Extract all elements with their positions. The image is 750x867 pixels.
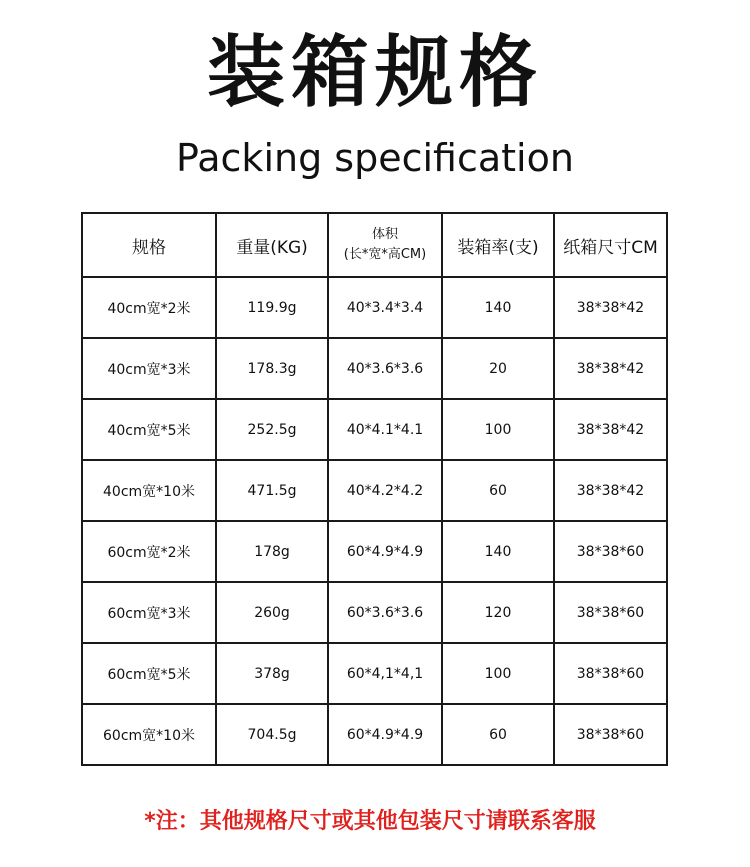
cell-spec: 40cm宽*10米: [82, 460, 216, 521]
table-row: [82, 643, 667, 704]
table-header-row: [82, 213, 667, 277]
cell-packing-rate: 140: [442, 521, 554, 582]
cell-weight: 178g: [216, 521, 328, 582]
cell-weight: 704.5g: [216, 704, 328, 765]
cell-carton-size: 38*38*42: [554, 277, 667, 338]
cell-packing-rate: 100: [442, 399, 554, 460]
cell-weight: 178.3g: [216, 338, 328, 399]
cell-packing-rate: 120: [442, 582, 554, 643]
cell-volume: 40*3.4*3.4: [328, 277, 442, 338]
cell-carton-size: 38*38*60: [554, 643, 667, 704]
cell-volume: 60*4.9*4.9: [328, 704, 442, 765]
cell-weight: 260g: [216, 582, 328, 643]
cell-packing-rate: 60: [442, 460, 554, 521]
cell-spec: 60cm宽*3米: [82, 582, 216, 643]
table-row: [82, 460, 667, 521]
cell-carton-size: 38*38*42: [554, 460, 667, 521]
cell-spec: 40cm宽*2米: [82, 277, 216, 338]
header-packing-rate: 装箱率(支): [442, 213, 554, 277]
packing-spec-table: [81, 212, 668, 766]
header-volume-line1: 体积: [371, 227, 398, 242]
cell-packing-rate: 60: [442, 704, 554, 765]
header-weight: 重量(KG): [216, 213, 328, 277]
cell-carton-size: 38*38*60: [554, 704, 667, 765]
cell-volume: 60*4.9*4.9: [328, 521, 442, 582]
page-title: 装箱规格: [206, 28, 543, 118]
cell-carton-size: 38*38*42: [554, 338, 667, 399]
cell-volume: 60*4,1*4,1: [328, 643, 442, 704]
cell-packing-rate: 100: [442, 643, 554, 704]
table-row: [82, 521, 667, 582]
cell-spec: 60cm宽*5米: [82, 643, 216, 704]
contact-note: *注：其他规格尺寸或其他包装尺寸请联系客服: [144, 809, 596, 834]
table-row: [82, 277, 667, 338]
header-carton-size: 纸箱尺寸CM: [554, 213, 667, 277]
cell-spec: 60cm宽*2米: [82, 521, 216, 582]
table-header: [82, 213, 667, 277]
cell-carton-size: 38*38*60: [554, 582, 667, 643]
cell-carton-size: 38*38*60: [554, 521, 667, 582]
cell-spec: 40cm宽*3米: [82, 338, 216, 399]
cell-weight: 252.5g: [216, 399, 328, 460]
cell-volume: 60*3.6*3.6: [328, 582, 442, 643]
cell-weight: 119.9g: [216, 277, 328, 338]
table-row: [82, 338, 667, 399]
table-row: [82, 704, 667, 765]
cell-spec: 60cm宽*10米: [82, 704, 216, 765]
cell-weight: 471.5g: [216, 460, 328, 521]
cell-packing-rate: 20: [442, 338, 554, 399]
table-body: [82, 277, 667, 765]
cell-volume: 40*3.6*3.6: [328, 338, 442, 399]
cell-volume: 40*4.2*4.2: [328, 460, 442, 521]
header-volume-line2: (长*宽*高CM): [343, 247, 427, 262]
page-subtitle: Packing specification: [176, 136, 574, 180]
cell-carton-size: 38*38*42: [554, 399, 667, 460]
header-volume: [328, 213, 442, 277]
cell-spec: 40cm宽*5米: [82, 399, 216, 460]
table-row: [82, 399, 667, 460]
cell-packing-rate: 140: [442, 277, 554, 338]
table-row: [82, 582, 667, 643]
cell-volume: 40*4.1*4.1: [328, 399, 442, 460]
cell-weight: 378g: [216, 643, 328, 704]
header-spec: 规格: [82, 213, 216, 277]
